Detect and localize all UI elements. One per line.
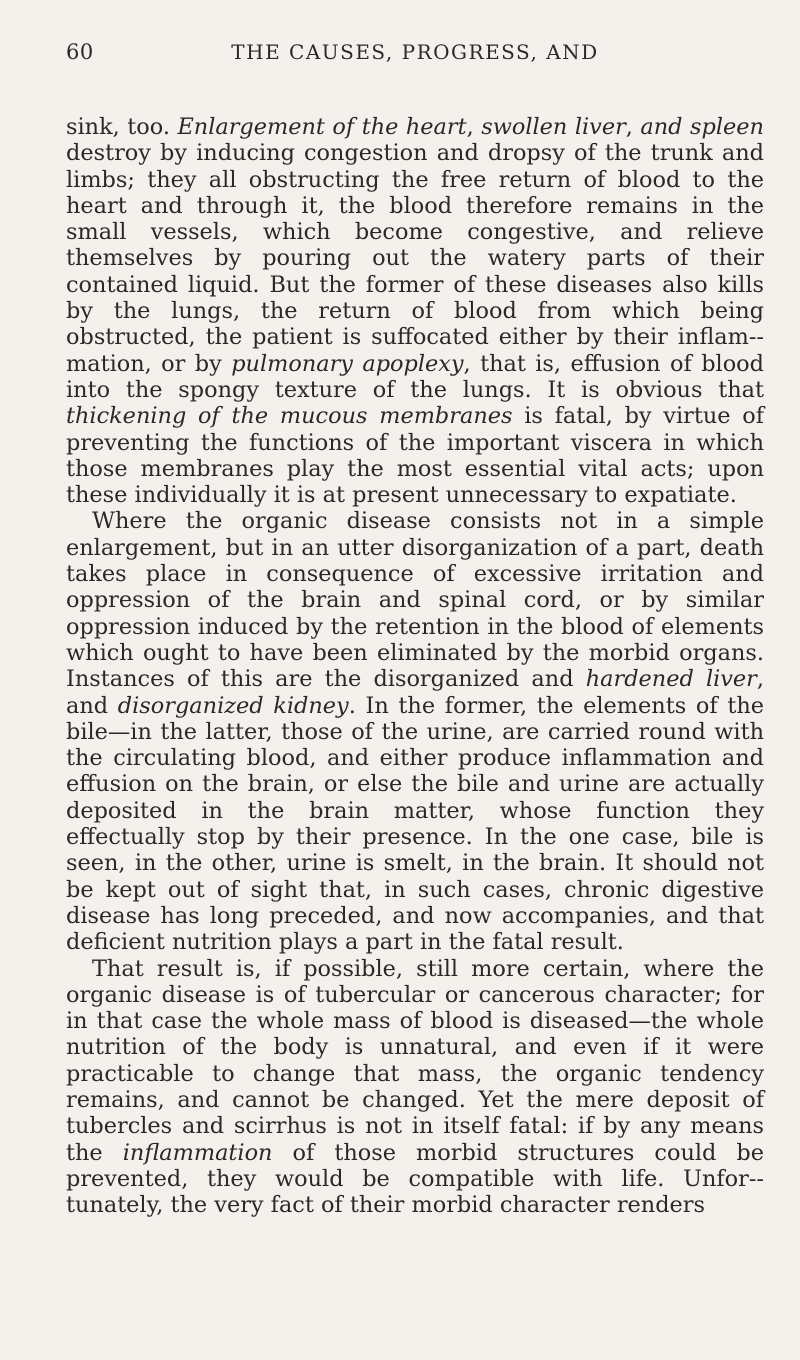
text-run: is fatal, by virtue of preventing the functions of the important viscera in which those membranes play the most essential vital acts; upon these individually it is at present unnecessary to expatiate. [66,403,764,509]
italic-term: pulmonary apoplexy [231,350,464,377]
italic-term: and spleen [640,114,764,140]
italic-term: swollen liver [481,114,626,140]
text-run: of those morbid structures could be prevented, they would be compatible with life. Unfor-tunately, the very fact of their morbid character renders [66,1139,764,1219]
text-run: destroy by inducing congestion and dropsy of the trunk and limbs; they all obstructing the free return of blood to the heart and through it, the blood therefore remains in the small vessels, which become congestive, and relieve themselves by pouring out the watery parts of their contained liquid. But the former of these diseases also kills by the lungs, the return of blood from which being obstructed, the patient is suffocated either by their inflam-mation, or by [66,140,764,377]
text-run: , that is, effusion of blood into the spongy texture of the lungs. It is obvious that [66,350,764,403]
italic-term: Enlargement of the heart [177,114,467,140]
body-text [66,114,764,1218]
text-run: sink, too. [66,114,178,140]
running-title: THE CAUSES, PROGRESS, AND [231,40,599,64]
italic-term: inflammation [122,1139,273,1166]
text-run: That result is, if possible, still more certain, where the organic disease is of tubercular or cancerous character; for in that case the whole mass of blood is diseased—the whole nutrition of the body is unnatural, and even if it were practicable to change that mass, the organic tendency remains, and cannot be changed. Yet the mere deposit of tubercles and scirrhus is not in itself fatal: if by any means the [66,955,764,1166]
paragraph-2 [66,508,764,955]
paragraph-1 [66,114,764,508]
paragraph-3 [66,956,764,1219]
page-header [66,0,764,72]
text-run: . In the former, the elements of the bile—in the latter, those of the urine, are carried round with the circulating blood, and either produce inflammation and effusion on the brain, or else the bile and urine are actually deposited in the brain matter, whose function they effectually stop by their presence. In the one case, bile is seen, in the other, urine is smelt, in the brain. It should not be kept out of sight that, in such cases, chronic digestive disease has long preceded, and now accompanies, and that deficient nutrition plays a part in the fatal result. [66,692,764,956]
text-run: Where the organic disease consists not in a simple enlargement, but in an utter disorganization of a part, death takes place in consequence of excessive irritation and oppression of the brain and spinal cord, or by similar oppression induced by the retention in the blood of elements which ought to have been eliminated by the morbid organs. Instances of this are the disorganized and [66,508,764,693]
italic-term: thickening of the mucous membranes [66,403,513,430]
text-run: , and [66,666,764,719]
text-run: , [466,114,482,140]
italic-term: hardened liver [585,666,757,693]
italic-term: disorganized kidney [117,692,349,719]
page-number: 60 [66,40,94,64]
text-run: , [625,114,641,140]
